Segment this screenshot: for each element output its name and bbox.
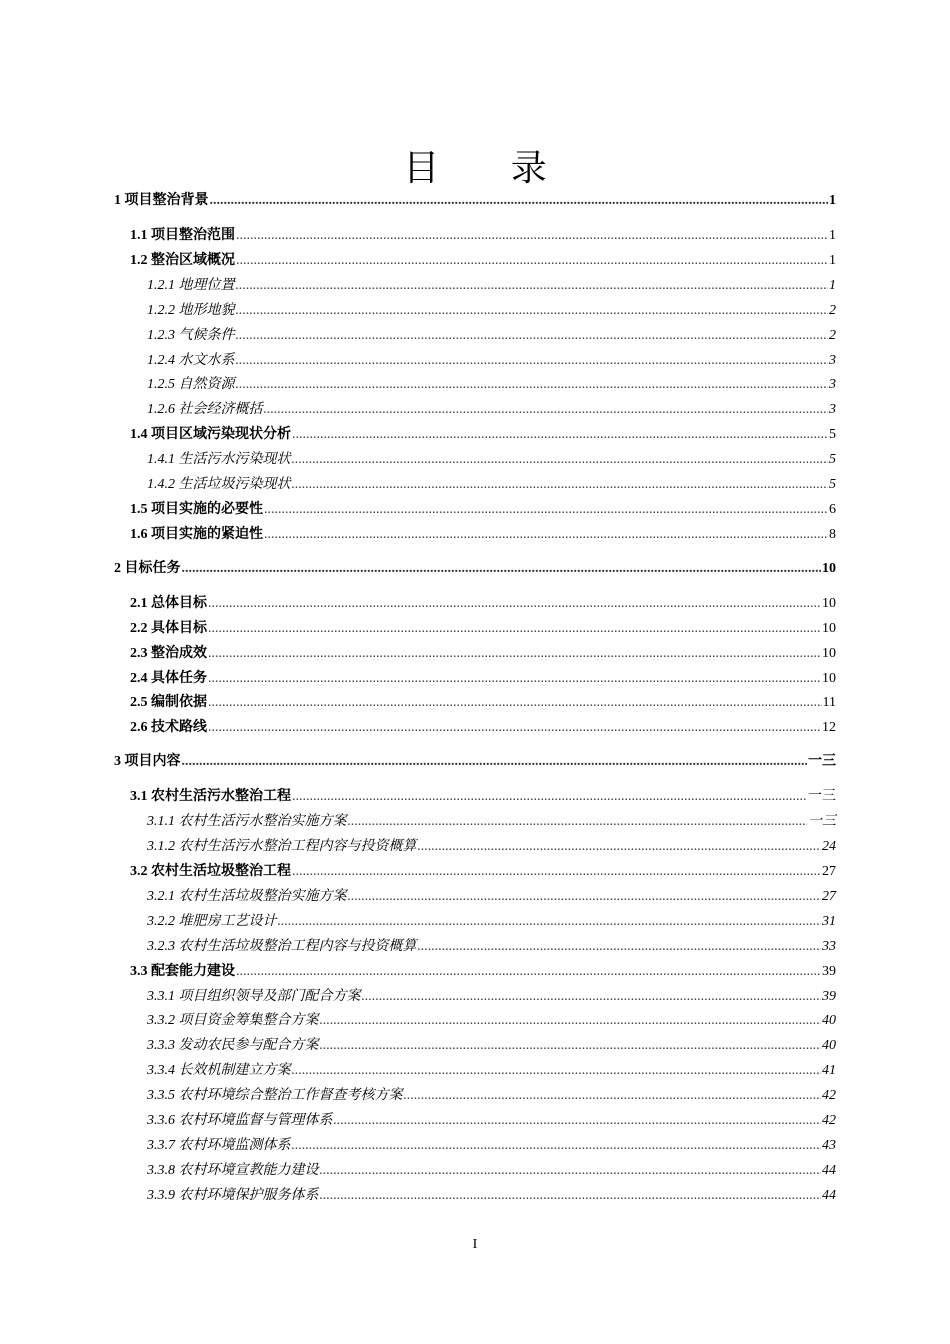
toc-entry-page: 2 — [829, 302, 836, 318]
toc-entry-label: 3.3.3 发动农民参与配合方案 — [147, 1038, 319, 1054]
toc-entry-label: 1.2.1 地理位置 — [147, 277, 235, 293]
toc-leader-dots — [208, 670, 821, 688]
toc-entry-label: 1.6 项目实施的紧迫性 — [130, 526, 263, 542]
toc-entry-page: 27 — [822, 864, 836, 879]
toc-entry-label: 2.3 整治成效 — [130, 645, 207, 661]
toc-leader-dots — [320, 1012, 822, 1030]
toc-entry-label: 2.1 总体目标 — [130, 595, 207, 611]
toc-entry[interactable] — [147, 1087, 836, 1105]
toc-entry-label: 1.4.1 生活污水污染现状 — [147, 452, 291, 468]
toc-entry[interactable] — [130, 788, 836, 806]
toc-entry-page: 27 — [822, 888, 836, 904]
toc-entry[interactable] — [147, 451, 836, 469]
toc-leader-dots — [334, 1112, 822, 1130]
toc-entry-label: 3 项目内容 — [114, 754, 181, 770]
toc-leader-dots — [182, 753, 808, 771]
toc-entry[interactable] — [147, 838, 836, 856]
toc-entry-page: 2 — [829, 327, 836, 343]
toc-entry-label: 1.2.2 地形地貌 — [147, 302, 235, 318]
toc-entry[interactable] — [147, 813, 836, 831]
toc-entry-label: 3.1.1 农村生活污水整治实施方案 — [147, 814, 347, 830]
toc-entry-page: 42 — [822, 1088, 836, 1104]
toc-entry-page: 10 — [822, 560, 836, 576]
toc-entry-page: 5 — [829, 427, 836, 443]
toc-entry-page: 12 — [822, 720, 836, 736]
toc-leader-dots — [208, 645, 821, 663]
toc-entry[interactable] — [147, 352, 836, 370]
toc-entry[interactable] — [147, 1137, 836, 1155]
toc-entry[interactable] — [147, 1012, 836, 1030]
toc-leader-dots — [292, 451, 829, 469]
toc-entry-page: 10 — [822, 595, 836, 611]
toc-entry-label: 3.3.4 长效机制建立方案 — [147, 1063, 291, 1079]
toc-entry[interactable] — [114, 560, 836, 578]
toc-entry[interactable] — [147, 302, 836, 320]
toc-entry[interactable] — [114, 753, 836, 771]
toc-entry-page: 1 — [829, 252, 836, 268]
toc-entry-label: 3.3.6 农村环境监督与管理体系 — [147, 1113, 333, 1128]
toc-entry-label: 3.3 配套能力建设 — [130, 963, 235, 979]
toc-entry-label: 1.2.5 自然资源 — [147, 377, 235, 393]
toc-leader-dots — [236, 277, 829, 295]
toc-entry[interactable] — [147, 913, 836, 931]
toc-entry-page: 11 — [822, 695, 836, 711]
toc-leader-dots — [320, 1162, 822, 1180]
toc-entry-page: 10 — [822, 670, 836, 686]
toc-leader-dots — [236, 302, 829, 320]
toc-entry-label: 1.2.6 社会经济概括 — [147, 402, 263, 418]
page-title: 目 录 — [403, 148, 577, 189]
toc-entry[interactable] — [147, 476, 836, 494]
toc-entry[interactable] — [130, 863, 836, 881]
toc-entry-page: 41 — [822, 1063, 836, 1079]
toc-entry-label: 1.1 项目整治范围 — [130, 228, 235, 243]
toc-leader-dots — [236, 376, 829, 394]
toc-entry[interactable] — [147, 988, 836, 1006]
toc-entry-label: 3.2 农村生活垃圾整治工程 — [130, 864, 291, 879]
toc-entry-label: 2.6 技术路线 — [130, 720, 207, 736]
toc-entry[interactable] — [130, 526, 836, 544]
toc-entry-page: 40 — [822, 1038, 836, 1054]
toc-entry[interactable] — [114, 192, 836, 210]
toc-leader-dots — [236, 327, 829, 345]
toc-entry[interactable] — [147, 376, 836, 394]
toc-entry-page: 40 — [822, 1013, 836, 1029]
toc-entry[interactable] — [147, 1187, 836, 1205]
toc-entry-page: 一三 — [808, 789, 836, 805]
toc-entry-label: 2.4 具体任务 — [130, 670, 207, 686]
toc-entry-page: 44 — [822, 1162, 836, 1178]
toc-leader-dots — [292, 1137, 822, 1155]
toc-entry-label: 3.3.7 农村环境监测体系 — [147, 1137, 291, 1153]
toc-entry[interactable] — [130, 620, 836, 638]
toc-leader-dots — [292, 426, 828, 444]
toc-entry-label: 3.2.1 农村生活垃圾整治实施方案 — [147, 888, 347, 904]
toc-entry[interactable] — [147, 1037, 836, 1055]
toc-entry-page: 5 — [829, 452, 836, 468]
toc-entry[interactable] — [147, 327, 836, 345]
toc-entry-label: 3.3.9 农村环境保护服务体系 — [147, 1187, 319, 1203]
toc-entry-label: 1.4.2 生活垃圾污染现状 — [147, 477, 291, 492]
toc-leader-dots — [264, 526, 828, 544]
toc-entry-label: 3.2.2 堆肥房工艺设计 — [147, 913, 277, 929]
toc-entry-label: 1.2.3 气候条件 — [147, 327, 235, 343]
toc-entry[interactable] — [130, 719, 836, 737]
toc-leader-dots — [236, 963, 821, 981]
toc-entry[interactable] — [130, 670, 836, 688]
toc-entry[interactable] — [147, 1162, 836, 1180]
toc-entry-page: 3 — [829, 352, 836, 368]
toc-entry[interactable] — [147, 401, 836, 419]
toc-entry-label: 3.1.2 农村生活污水整治工程内容与投资概算 — [147, 839, 417, 855]
toc-entry-label: 2.5 编制依据 — [130, 695, 207, 711]
toc-entry[interactable] — [130, 426, 836, 444]
toc-entry-page: 3 — [829, 377, 836, 393]
toc-entry-page: 一三 — [808, 754, 836, 770]
toc-entry[interactable] — [130, 694, 836, 712]
toc-entry-page: 10 — [822, 620, 836, 636]
toc-entry-page: 10 — [822, 645, 836, 661]
toc-leader-dots — [320, 1187, 822, 1205]
toc-leader-dots — [208, 694, 822, 712]
toc-leader-dots — [208, 620, 821, 638]
toc-entry-label: 3.3.5 农村环境综合整治工作督查考核方案 — [147, 1088, 403, 1104]
toc-entry[interactable] — [147, 1112, 836, 1130]
toc-entry-page: 1 — [829, 228, 836, 243]
toc-leader-dots — [182, 560, 822, 578]
toc-leader-dots — [236, 252, 828, 270]
toc-entry-label: 1.2 整治区域概况 — [130, 252, 235, 268]
toc-entry-page: 31 — [822, 913, 836, 929]
toc-entry-page: 39 — [822, 963, 836, 979]
toc-leader-dots — [208, 719, 821, 737]
toc-leader-dots — [292, 863, 821, 881]
toc-entry-page: 44 — [822, 1187, 836, 1203]
toc-entry-label: 1 项目整治背景 — [114, 193, 209, 208]
toc-leader-dots — [320, 1037, 822, 1055]
toc-entry[interactable] — [130, 963, 836, 981]
toc-entry-label: 3.3.2 项目资金筹集整合方案 — [147, 1013, 319, 1029]
toc-entry[interactable] — [130, 252, 836, 270]
toc-leader-dots — [418, 838, 822, 856]
toc-entry-page: 42 — [822, 1113, 836, 1128]
toc-entry[interactable] — [130, 595, 836, 613]
toc-entry-label: 1.2.4 水文水系 — [147, 352, 235, 368]
toc-entry[interactable] — [147, 938, 836, 956]
toc-leader-dots — [236, 227, 828, 245]
toc-leader-dots — [348, 888, 822, 906]
page-footer-number: I — [472, 1237, 478, 1252]
toc-entry-label: 3.3.1 项目组织领导及部门配合方案 — [147, 988, 361, 1004]
toc-leader-dots — [278, 913, 822, 931]
toc-entry-label: 2 目标任务 — [114, 560, 181, 576]
toc-entry[interactable] — [147, 277, 836, 295]
toc-entry[interactable] — [130, 501, 836, 519]
toc-leader-dots — [404, 1087, 822, 1105]
toc-leader-dots — [264, 401, 829, 419]
toc-entry[interactable] — [130, 227, 836, 245]
toc-leader-dots — [292, 788, 807, 806]
toc-entry-page: 1 — [829, 277, 836, 293]
toc-entry-label: 1.5 项目实施的必要性 — [130, 501, 263, 517]
toc-leader-dots — [210, 192, 829, 210]
toc-entry-label: 3.2.3 农村生活垃圾整治工程内容与投资概算 — [147, 938, 417, 954]
toc-leader-dots — [418, 938, 822, 956]
toc-entry-page: 24 — [822, 839, 836, 855]
toc-entry-label: 2.2 具体目标 — [130, 620, 207, 636]
toc-entry[interactable] — [147, 888, 836, 906]
toc-entry-page: 3 — [829, 402, 836, 418]
toc-leader-dots — [208, 595, 821, 613]
toc-leader-dots — [362, 988, 822, 1006]
toc-leader-dots — [264, 501, 828, 519]
toc-entry-page: 一三 — [808, 814, 836, 830]
toc-entry-page: 8 — [829, 526, 836, 542]
toc-entry-page: 5 — [829, 477, 836, 492]
toc-entry-page: 1 — [829, 193, 836, 208]
toc-entry-page: 43 — [822, 1137, 836, 1153]
toc-leader-dots — [236, 352, 829, 370]
toc-leader-dots — [348, 813, 808, 831]
toc-entry-page: 39 — [822, 988, 836, 1004]
toc-entry-label: 3.3.8 农村环境宣教能力建设 — [147, 1162, 319, 1178]
toc-leader-dots — [292, 476, 829, 494]
toc-entry[interactable] — [130, 645, 836, 663]
toc-leader-dots — [292, 1062, 822, 1080]
toc-entry-label: 1.4 项目区域污染现状分析 — [130, 427, 291, 443]
toc-entry-page: 33 — [822, 938, 836, 954]
toc-entry-page: 6 — [829, 501, 836, 517]
toc-entry[interactable] — [147, 1062, 836, 1080]
toc-entry-label: 3.1 农村生活污水整治工程 — [130, 789, 291, 805]
